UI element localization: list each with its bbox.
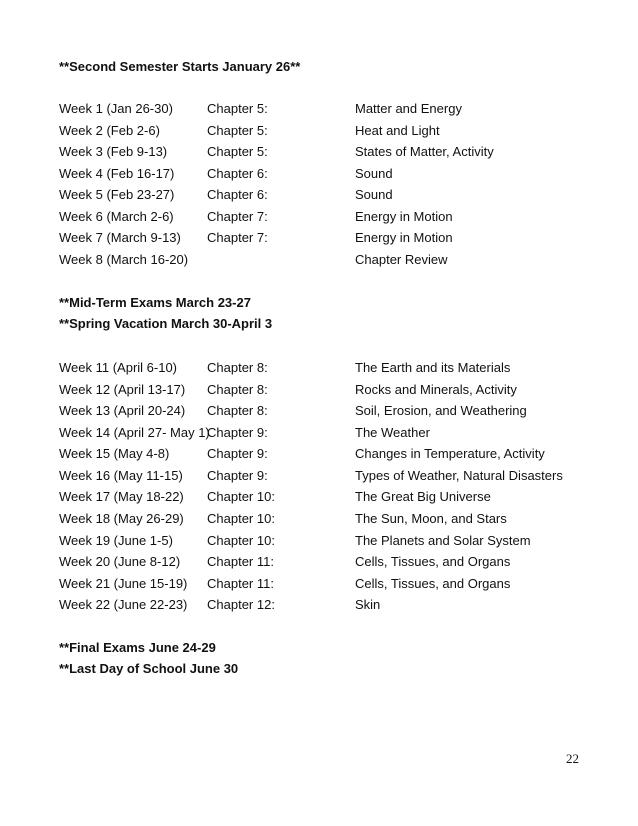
schedule-row xyxy=(0,209,638,225)
schedule-row xyxy=(0,230,638,246)
topic-cell: Rocks and Minerals, Activity xyxy=(355,381,517,397)
week-cell: Week 21 (June 15-19) xyxy=(59,575,188,591)
schedule-row xyxy=(0,554,638,570)
week-cell: Week 4 (Feb 16-17) xyxy=(59,165,175,181)
week-cell: Week 13 (April 20-24) xyxy=(59,403,186,418)
week-cell: Week 7 (March 9-13) xyxy=(59,230,181,245)
schedule-row xyxy=(0,382,638,398)
chapter-cell: Chapter 7: xyxy=(207,230,268,245)
final-exams-heading: **Final Exams June 24-29 xyxy=(59,640,216,655)
chapter-cell: Chapter 11: xyxy=(207,554,274,569)
chapter-cell: Chapter 12: xyxy=(207,597,275,612)
week-cell: Week 1 (Jan 26-30) xyxy=(59,101,173,116)
chapter-cell: Chapter 7: xyxy=(207,208,268,224)
schedule-row xyxy=(0,468,638,484)
schedule-row xyxy=(0,446,638,462)
week-cell: Week 19 (June 1-5) xyxy=(59,532,173,548)
week-cell: Week 2 (Feb 2-6) xyxy=(59,122,160,138)
topic-cell: Cells, Tissues, and Organs xyxy=(355,554,511,569)
topic-cell: Energy in Motion xyxy=(355,230,453,245)
midterm-heading: **Mid-Term Exams March 23-27 xyxy=(59,295,251,310)
schedule-row xyxy=(0,403,638,419)
chapter-cell: Chapter 9: xyxy=(207,467,268,483)
chapter-cell: Chapter 5: xyxy=(207,122,268,138)
week-cell: Week 14 (April 27- May 1) xyxy=(59,424,210,440)
semester-start-heading: **Second Semester Starts January 26** xyxy=(59,59,301,74)
chapter-cell: Chapter 6: xyxy=(207,165,268,181)
topic-cell: Sound xyxy=(355,187,393,202)
chapter-cell: Chapter 8: xyxy=(207,403,268,418)
topic-cell: Soil, Erosion, and Weathering xyxy=(355,403,527,418)
topic-cell: Changes in Temperature, Activity xyxy=(355,446,545,461)
chapter-cell: Chapter 6: xyxy=(207,187,268,202)
topic-cell: Heat and Light xyxy=(355,122,440,138)
chapter-cell: Chapter 10: xyxy=(207,532,275,548)
week-cell: Week 12 (April 13-17) xyxy=(59,381,186,397)
schedule-row xyxy=(0,576,638,592)
chapter-cell: Chapter 11: xyxy=(207,575,274,591)
topic-cell: The Great Big Universe xyxy=(355,489,491,504)
topic-cell: Types of Weather, Natural Disasters xyxy=(355,467,563,483)
week-cell: Week 16 (May 11-15) xyxy=(59,467,183,483)
topic-cell: The Planets and Solar System xyxy=(355,532,531,548)
chapter-cell: Chapter 8: xyxy=(207,381,268,397)
week-cell: Week 22 (June 22-23) xyxy=(59,597,188,612)
chapter-cell: Chapter 9: xyxy=(207,424,268,440)
topic-cell: Sound xyxy=(355,165,393,181)
topic-cell: Energy in Motion xyxy=(355,208,453,224)
chapter-cell: Chapter 10: xyxy=(207,489,275,504)
topic-cell: Cells, Tissues, and Organs xyxy=(355,575,511,591)
topic-cell: Matter and Energy xyxy=(355,101,462,116)
schedule-row xyxy=(0,101,638,117)
chapter-cell: Chapter 10: xyxy=(207,511,275,526)
week-cell: Week 5 (Feb 23-27) xyxy=(59,187,175,202)
page-number: 22 xyxy=(566,751,579,766)
topic-cell: Skin xyxy=(355,597,381,612)
topic-cell: The Earth and its Materials xyxy=(355,360,511,375)
schedule-row xyxy=(0,533,638,549)
schedule-row xyxy=(0,360,638,376)
week-cell: Week 17 (May 18-22) xyxy=(59,489,184,504)
topic-cell: Chapter Review xyxy=(355,252,448,267)
week-cell: Week 6 (March 2-6) xyxy=(59,208,174,224)
chapter-cell: Chapter 5: xyxy=(207,101,268,116)
topic-cell: States of Matter, Activity xyxy=(355,144,494,159)
schedule-row xyxy=(0,144,638,160)
schedule-row xyxy=(0,425,638,441)
schedule-row xyxy=(0,511,638,527)
chapter-cell: Chapter 9: xyxy=(207,446,268,461)
week-cell: Week 18 (May 26-29) xyxy=(59,511,184,526)
spring-vacation-heading: **Spring Vacation March 30-April 3 xyxy=(59,316,273,331)
week-cell: Week 11 (April 6-10) xyxy=(59,360,178,375)
last-day-heading: **Last Day of School June 30 xyxy=(59,661,239,676)
schedule-row xyxy=(0,597,638,613)
schedule-row xyxy=(0,187,638,203)
topic-cell: The Sun, Moon, and Stars xyxy=(355,511,507,526)
week-cell: Week 15 (May 4-8) xyxy=(59,446,170,461)
chapter-cell: Chapter 5: xyxy=(207,144,268,159)
week-cell: Week 8 (March 16-20) xyxy=(59,252,189,267)
topic-cell: The Weather xyxy=(355,424,430,440)
schedule-row xyxy=(0,252,638,268)
week-cell: Week 3 (Feb 9-13) xyxy=(59,144,168,159)
schedule-row xyxy=(0,123,638,139)
schedule-row xyxy=(0,489,638,505)
chapter-cell: Chapter 8: xyxy=(207,360,268,375)
week-cell: Week 20 (June 8-12) xyxy=(59,554,181,569)
schedule-row xyxy=(0,166,638,182)
